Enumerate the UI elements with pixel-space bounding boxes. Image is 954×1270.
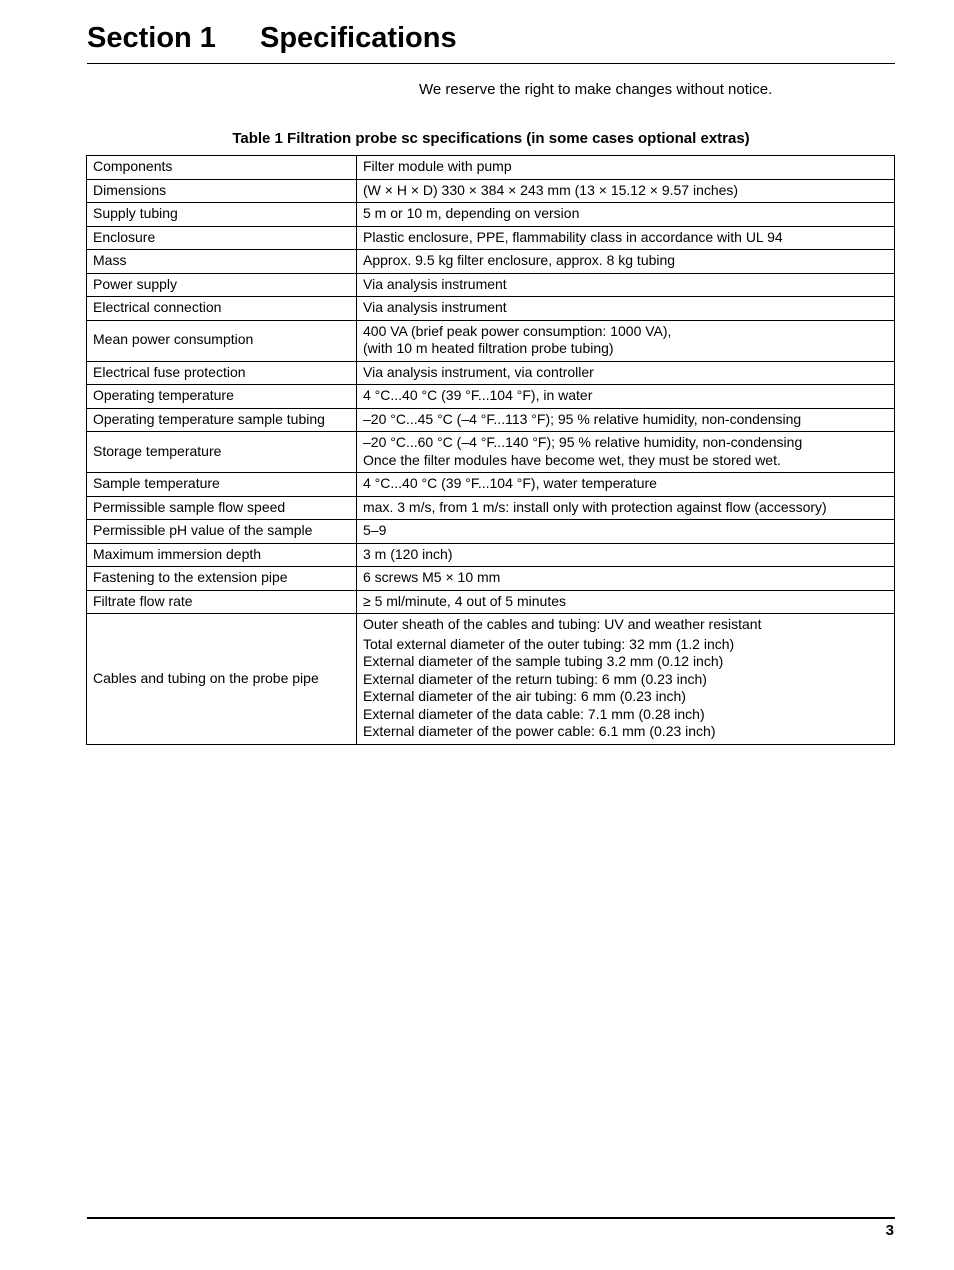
- spec-value-line: max. 3 m/s, from 1 m/s: install only with protection against flow (accessory): [363, 498, 827, 515]
- section-number: Section 1: [87, 22, 216, 54]
- table-row: [87, 496, 895, 520]
- spec-label-cell: Power supply: [87, 273, 357, 297]
- table-row: [87, 179, 895, 203]
- spec-value-line: External diameter of the data cable: 7.1 mm (0.28 inch): [363, 705, 705, 722]
- specifications-table: [86, 155, 895, 745]
- table-row: [87, 432, 895, 473]
- spec-value-cell: [357, 473, 895, 497]
- spec-label-cell: Storage temperature: [87, 432, 357, 473]
- spec-label-cell: Mass: [87, 250, 357, 274]
- spec-value-line: (W × H × D) 330 × 384 × 243 mm (13 × 15.12 × 9.57 inches): [363, 181, 739, 198]
- spec-value-cell: [357, 385, 895, 409]
- table-row: [87, 408, 895, 432]
- spec-label-cell: Operating temperature: [87, 385, 357, 409]
- table-row: [87, 273, 895, 297]
- spec-value-line: External diameter of the air tubing: 6 mm (0.23 inch): [363, 688, 686, 704]
- spec-value-line: 5 m or 10 m, depending on version: [363, 205, 580, 221]
- spec-label-cell: Electrical fuse protection: [87, 361, 357, 385]
- section-header: [87, 20, 895, 56]
- spec-value-cell: [357, 520, 895, 544]
- spec-value-line: Once the filter modules have become wet, they must be stored wet.: [363, 451, 781, 468]
- spec-label-cell: Filtrate flow rate: [87, 590, 357, 614]
- header-divider: [87, 63, 895, 64]
- spec-value-cell: [357, 567, 895, 591]
- table-row: [87, 361, 895, 385]
- spec-value-cell: [357, 543, 895, 567]
- table-row: [87, 320, 895, 361]
- spec-value-cell: [357, 614, 895, 745]
- spec-value-line: External diameter of the return tubing: 6 mm (0.23 inch): [363, 670, 707, 687]
- spec-label-cell: Electrical connection: [87, 297, 357, 321]
- table-row: [87, 590, 895, 614]
- table-row: [87, 543, 895, 567]
- spec-value-line: External diameter of the power cable: 6.1 mm (0.23 inch): [363, 723, 716, 739]
- page-number: 3: [885, 1222, 894, 1239]
- spec-value-cell: [357, 203, 895, 227]
- spec-value-cell: [357, 179, 895, 203]
- spec-label-cell: Supply tubing: [87, 203, 357, 227]
- spec-label-cell: Enclosure: [87, 226, 357, 250]
- table-row: [87, 226, 895, 250]
- notice-text: We reserve the right to make changes without notice.: [419, 81, 773, 98]
- spec-value-line: 3 m (120 inch): [363, 545, 453, 562]
- spec-value-cell: [357, 297, 895, 321]
- spec-label-cell: Permissible sample flow speed: [87, 496, 357, 520]
- spec-value-line: 400 VA (brief peak power consumption: 1000 VA),: [363, 322, 672, 339]
- spec-value-line: 4 °C...40 °C (39 °F...104 °F), in water: [363, 387, 593, 403]
- spec-value-cell: [357, 156, 895, 180]
- spec-label-cell: Operating temperature sample tubing: [87, 408, 357, 432]
- table-row: [87, 297, 895, 321]
- spec-value-line: 6 screws M5 × 10 mm: [363, 569, 501, 585]
- spec-label-cell: Fastening to the extension pipe: [87, 567, 357, 591]
- spec-value-line: Via analysis instrument: [363, 299, 507, 315]
- footer-divider: [87, 1217, 895, 1219]
- spec-label-cell: Maximum immersion depth: [87, 543, 357, 567]
- table-row: [87, 520, 895, 544]
- spec-value-cell: [357, 432, 895, 473]
- spec-value-cell: [357, 250, 895, 274]
- table-row: [87, 203, 895, 227]
- spec-label-cell: Components: [87, 156, 357, 180]
- spec-value-line: Filter module with pump: [363, 158, 512, 174]
- spec-label-cell: Mean power consumption: [87, 320, 357, 361]
- spec-value-cell: [357, 590, 895, 614]
- spec-value-cell: [357, 496, 895, 520]
- spec-value-cell: [357, 361, 895, 385]
- spec-label-cell: Cables and tubing on the probe pipe: [87, 614, 357, 745]
- table-row: [87, 385, 895, 409]
- spec-value-line: Via analysis instrument: [363, 275, 507, 292]
- spec-value-line: Outer sheath of the cables and tubing: UV and weather resistant: [363, 616, 762, 632]
- section-title: Specifications: [260, 22, 457, 54]
- spec-value-line: (with 10 m heated filtration probe tubing): [363, 340, 614, 356]
- table-row: [87, 473, 895, 497]
- spec-value-line: 5–9: [363, 522, 387, 538]
- spec-value-cell: [357, 226, 895, 250]
- table-row: [87, 156, 895, 180]
- spec-value-line: Approx. 9.5 kg filter enclosure, approx. 8 kg tubing: [363, 252, 676, 268]
- spec-value-cell: [357, 273, 895, 297]
- spec-value-line: Plastic enclosure, PPE, flammability class in accordance with UL 94: [363, 228, 783, 245]
- table-caption: Table 1 Filtration probe sc specifications (in some cases optional extras): [232, 130, 750, 147]
- table-row: [87, 614, 895, 745]
- spec-value-cell: [357, 320, 895, 361]
- spec-label-cell: Sample temperature: [87, 473, 357, 497]
- spec-value-line: Total external diameter of the outer tubing: 32 mm (1.2 inch): [363, 635, 735, 652]
- spec-value-line: External diameter of the sample tubing 3.2 mm (0.12 inch): [363, 653, 724, 669]
- spec-value-line: Via analysis instrument, via controller: [363, 363, 594, 380]
- spec-value-cell: [357, 408, 895, 432]
- spec-value-line: 4 °C...40 °C (39 °F...104 °F), water temperature: [363, 475, 657, 491]
- spec-value-line: ≥ 5 ml/minute, 4 out of 5 minutes: [363, 592, 566, 609]
- spec-label-cell: Permissible pH value of the sample: [87, 520, 357, 544]
- table-row: [87, 567, 895, 591]
- spec-value-line: –20 °C...45 °C (–4 °F...113 °F); 95 % relative humidity, non-condensing: [363, 410, 802, 427]
- table-row: [87, 250, 895, 274]
- spec-value-line: –20 °C...60 °C (–4 °F...140 °F); 95 % relative humidity, non-condensing: [363, 434, 803, 450]
- spec-label-cell: Dimensions: [87, 179, 357, 203]
